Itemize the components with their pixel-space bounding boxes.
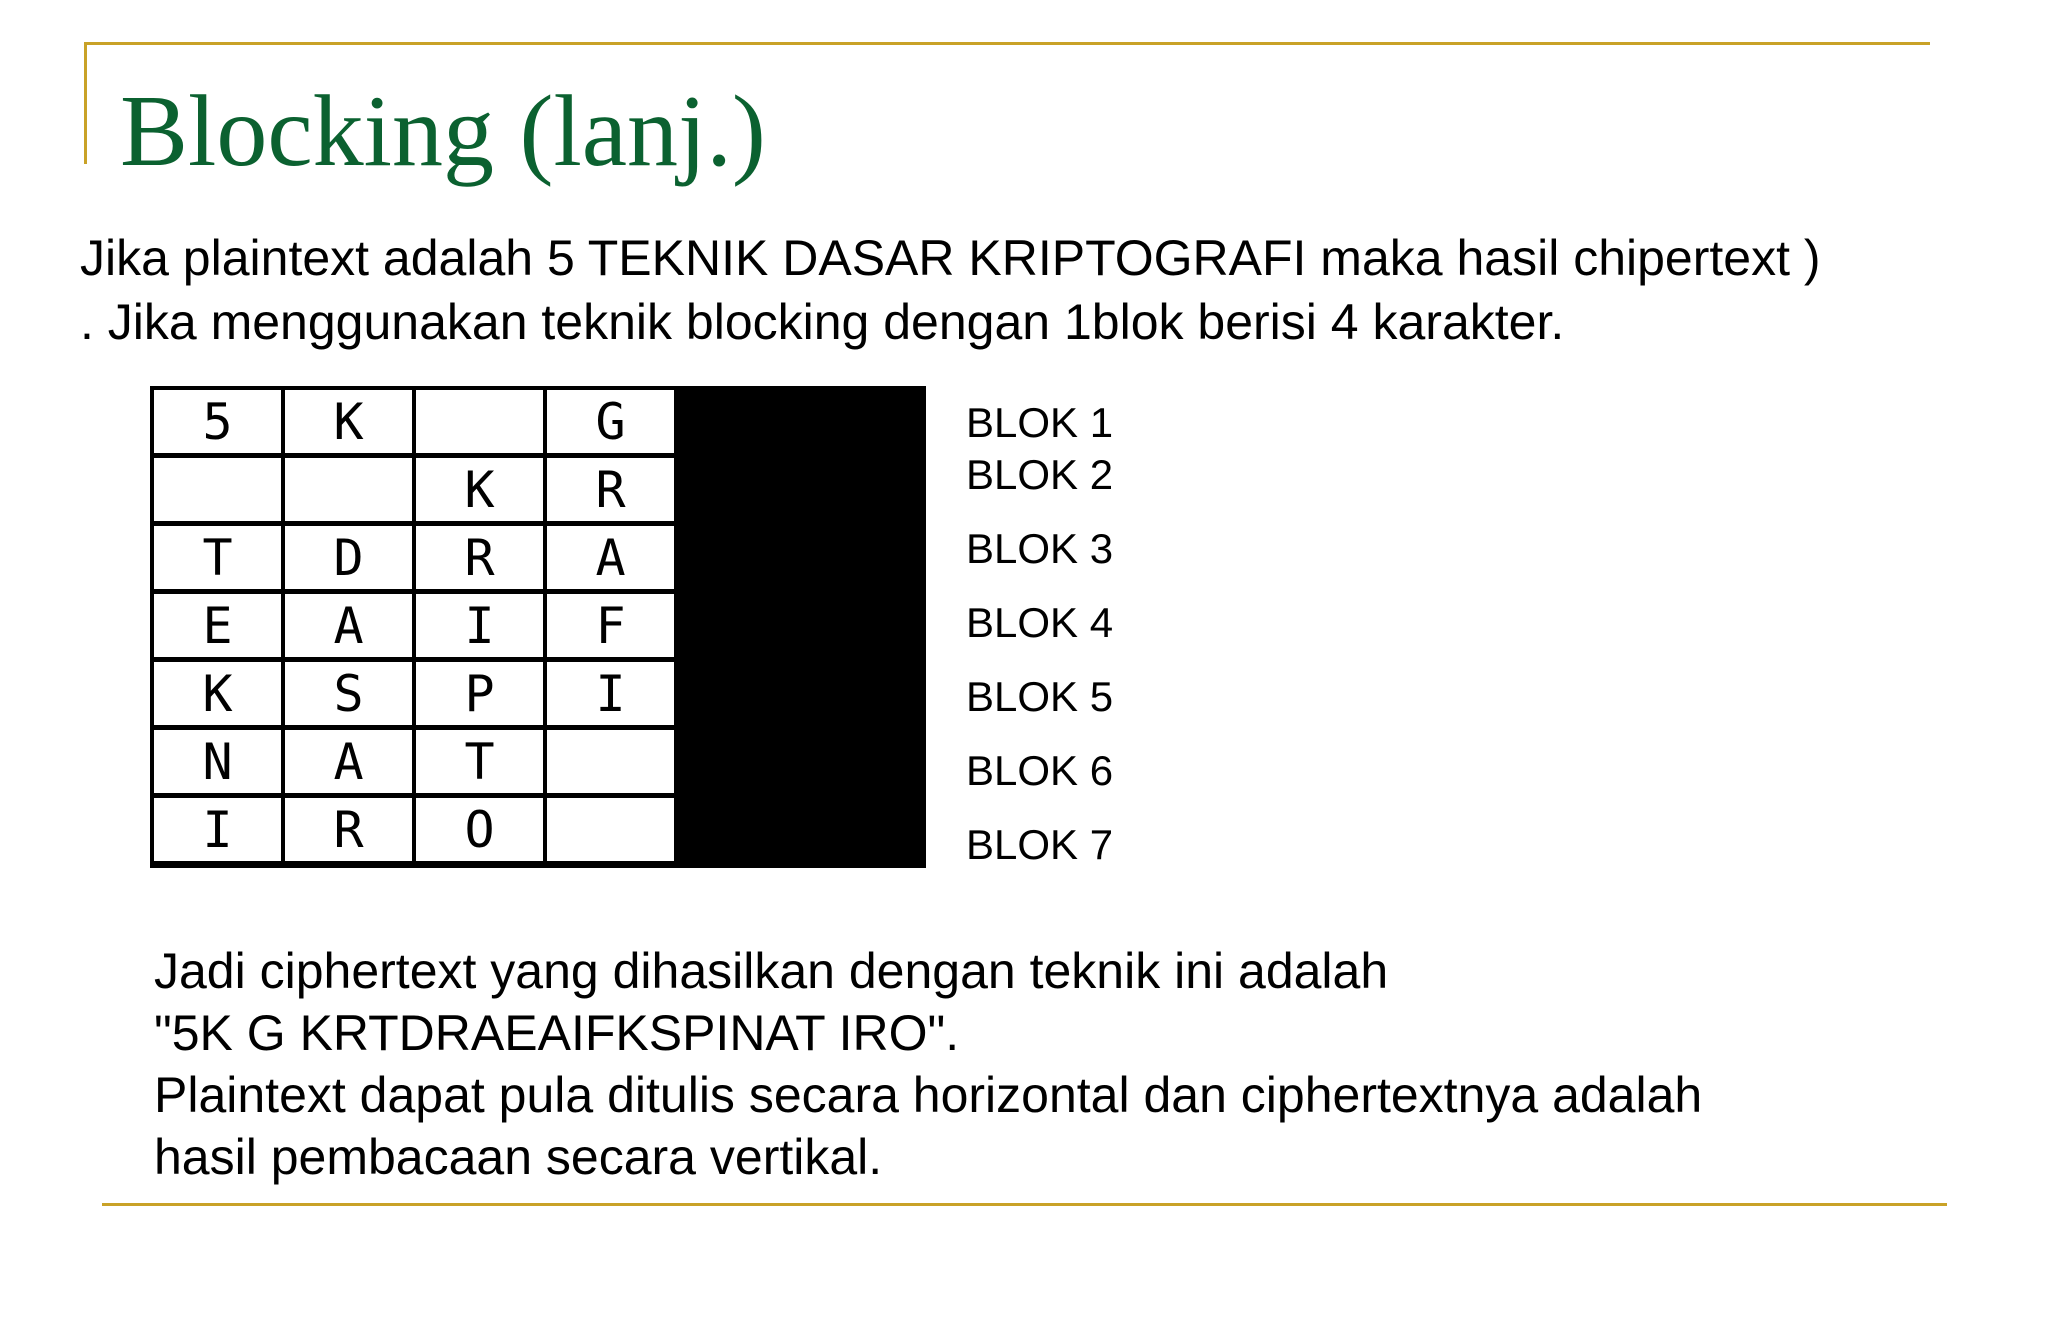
intro-line-2: . Jika menggunakan teknik blocking dengan 1blok berisi 4 karakter. <box>80 294 1565 350</box>
ciphertext-result: "5K G KRTDRAEAIFKSPINAT IRO". <box>154 1005 960 1061</box>
grid-cell: O <box>416 798 543 861</box>
grid-cell: K <box>285 390 412 453</box>
grid-cell: F <box>547 594 674 657</box>
grid-cell <box>285 458 412 521</box>
grid-cell <box>547 798 674 861</box>
block-label: BLOK 3 <box>966 525 1114 572</box>
left-rule <box>84 42 87 164</box>
grid-cell: A <box>547 526 674 589</box>
grid-cell: T <box>416 730 543 793</box>
grid-cell <box>154 458 281 521</box>
grid-cell <box>547 730 674 793</box>
conclusion-line-1: Jadi ciphertext yang dihasilkan dengan teknik ini adalah <box>154 943 1389 999</box>
block-label: BLOK 6 <box>966 747 1114 794</box>
grid-cell: I <box>547 662 674 725</box>
block-label: BLOK 7 <box>966 821 1114 868</box>
block-label: BLOK 5 <box>966 673 1114 720</box>
bottom-rule <box>102 1203 1947 1206</box>
grid-cell: K <box>416 458 543 521</box>
block-label: BLOK 2 <box>966 451 1114 498</box>
grid-cell: T <box>154 526 281 589</box>
intro-paragraph <box>80 226 1980 354</box>
grid-cell: N <box>154 730 281 793</box>
grid-cell: D <box>285 526 412 589</box>
grid-cell: G <box>547 390 674 453</box>
top-rule <box>84 42 1930 45</box>
grid-cell <box>416 390 543 453</box>
intro-line-1: Jika plaintext adalah 5 TEKNIK DASAR KRIPTOGRAFI maka hasil chipertext ) <box>80 230 1821 286</box>
grid-cell: I <box>416 594 543 657</box>
conclusion-line-4: hasil pembacaan secara vertikal. <box>154 1129 883 1185</box>
block-label: BLOK 4 <box>966 599 1114 646</box>
grid-cell: I <box>154 798 281 861</box>
blocking-grid <box>154 390 674 861</box>
grid-cell: E <box>154 594 281 657</box>
grid-cell: A <box>285 594 412 657</box>
grid-cell: R <box>416 526 543 589</box>
grid-cell: A <box>285 730 412 793</box>
grid-cell: 5 <box>154 390 281 453</box>
grid-cell: R <box>547 458 674 521</box>
grid-cell: R <box>285 798 412 861</box>
grid-cell: S <box>285 662 412 725</box>
slide-title: Blocking (lanj.) <box>120 75 766 188</box>
block-label: BLOK 1 <box>966 399 1114 446</box>
conclusion-line-3: Plaintext dapat pula ditulis secara horizontal dan ciphertextnya adalah <box>154 1067 1703 1123</box>
grid-cell: K <box>154 662 281 725</box>
grid-cell: P <box>416 662 543 725</box>
conclusion-paragraph <box>154 940 1954 1188</box>
blocking-grid-frame <box>150 386 926 868</box>
